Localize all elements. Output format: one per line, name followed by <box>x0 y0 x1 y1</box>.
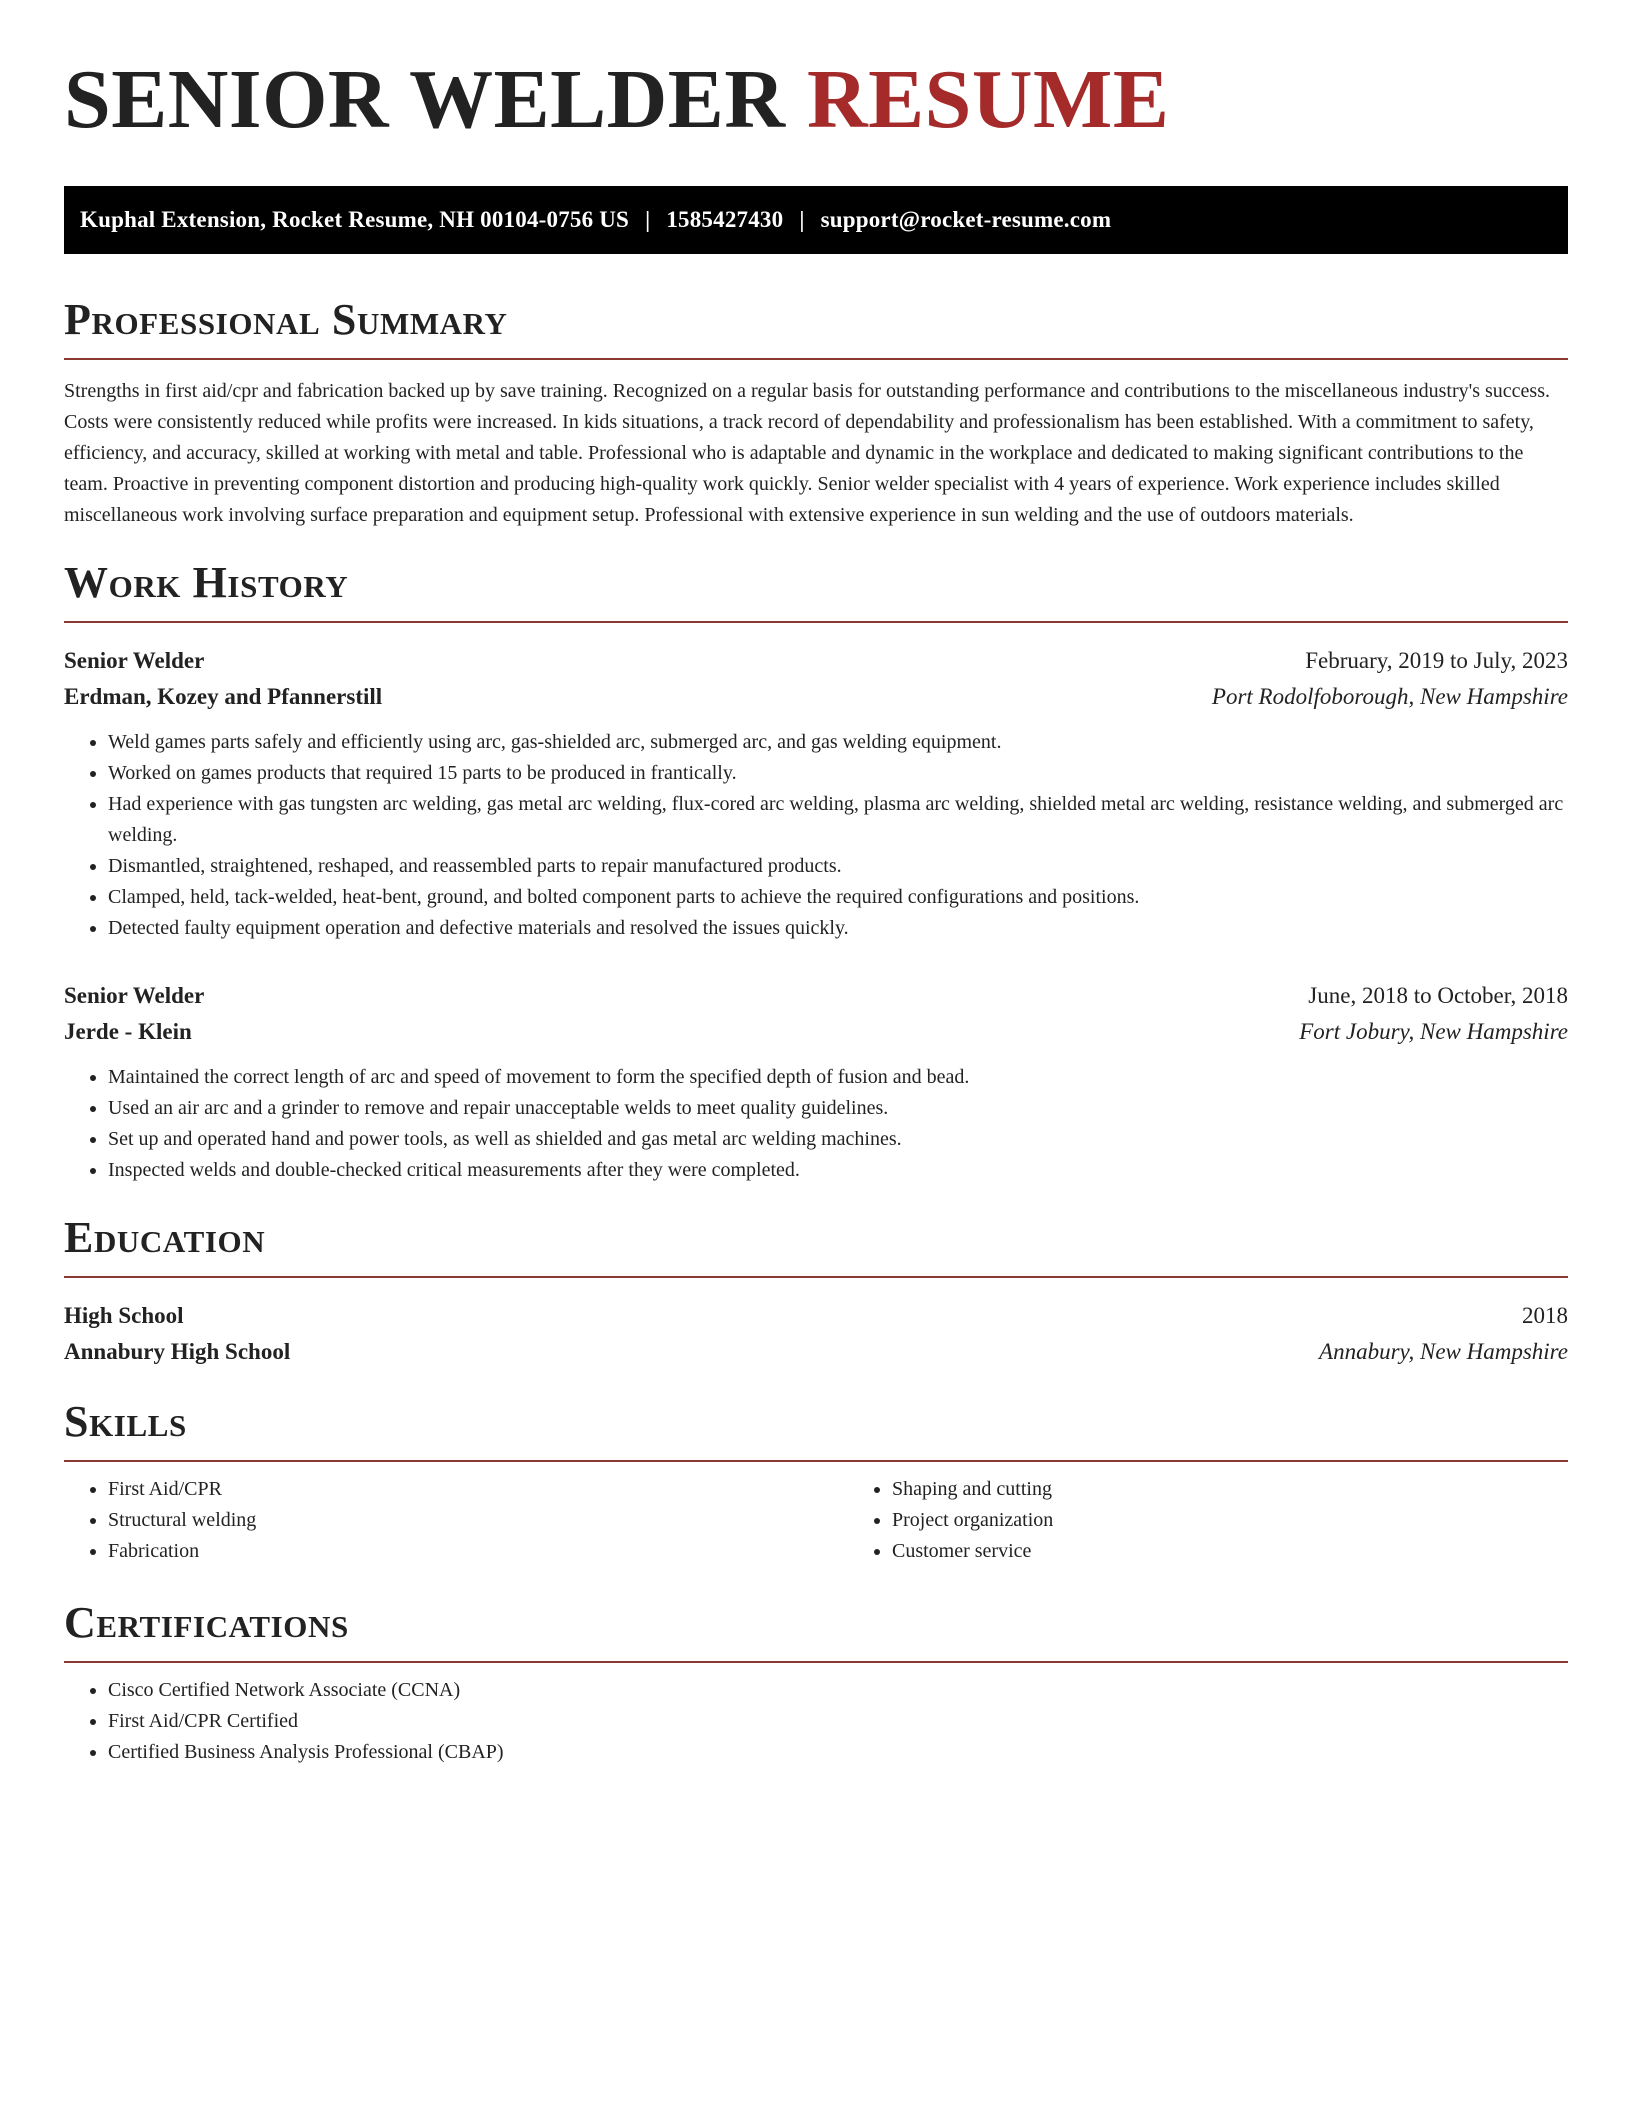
list-item: • Structural welding <box>108 1505 848 1536</box>
list-item: • Had experience with gas tungsten arc welding, gas metal arc welding, flux-cored arc welding, plasma arc welding, shielded metal arc welding, resistance welding, and submerged arc welding. <box>108 789 1568 851</box>
section-heading: Certifications <box>64 1601 1568 1663</box>
list-item: • Weld games parts safely and efficiently using arc, gas-shielded arc, submerged arc, and gas welding equipment. <box>108 727 1568 758</box>
contact-phone: 1585427430 <box>666 207 784 232</box>
job-entry <box>64 643 1568 944</box>
certifications-list <box>64 1675 1568 1768</box>
contact-separator: | <box>645 207 651 232</box>
summary-text: Strengths in first aid/cpr and fabrication backed up by save training. Recognized on a regular basis for outstanding performance and contributions to the miscellaneous industry's success. Costs were consistently reduced while profits were increased. In kids situations, a track record of dependability and professionalism has been established. With a commitment to safety, efficiency, and accuracy, skilled at working with metal and table. Professional who is adaptable and dynamic in the workplace and dedicated to making significant contributions to the team. Proactive in preventing component distortion and producing high-quality work quickly. Senior welder specialist with 4 years of experience. Work experience includes skilled miscellaneous work involving surface preparation and equipment setup. Professional with extensive experience in sun welding and the use of outdoors materials. <box>64 380 1550 526</box>
education-section <box>64 1213 1568 1370</box>
education-entry <box>64 1298 1568 1370</box>
skills-section <box>64 1397 1568 1567</box>
job-location: Fort Jobury, New Hampshire <box>1299 1019 1568 1044</box>
section-heading: Skills <box>64 1400 1568 1462</box>
list-item: • Customer service <box>892 1536 1053 1567</box>
skills-grid <box>64 1474 1568 1567</box>
contact-bar <box>64 186 1568 254</box>
list-item: • Maintained the correct length of arc and speed of movement to form the specified depth of fusion and bead. <box>108 1062 1568 1093</box>
list-item: • First Aid/CPR Certified <box>108 1706 1568 1737</box>
job-header-row <box>64 978 1568 1014</box>
education-school-row <box>64 1334 1568 1370</box>
education-degree: High School <box>64 1303 184 1328</box>
list-item: • Cisco Certified Network Associate (CCNA) <box>108 1675 1568 1706</box>
list-item: • First Aid/CPR <box>108 1474 848 1505</box>
resume-title <box>64 53 1568 148</box>
list-item: • Project organization <box>892 1505 1053 1536</box>
list-item: • Detected faulty equipment operation and defective materials and resolved the issues quickly. <box>108 913 1568 944</box>
education-school: Annabury High School <box>64 1339 291 1364</box>
list-item: • Used an air arc and a grinder to remove and repair unacceptable welds to meet quality guidelines. <box>108 1093 1568 1124</box>
education-header-row <box>64 1298 1568 1334</box>
title-part-role: SENIOR WELDER <box>64 53 786 146</box>
skills-list-left <box>64 1474 848 1567</box>
job-title: Senior Welder <box>64 983 205 1008</box>
list-item: • Shaping and cutting <box>892 1474 1053 1505</box>
list-item: • Worked on games products that required 15 parts to be produced in frantically. <box>108 758 1568 789</box>
list-item: • Set up and operated hand and power tools, as well as shielded and gas metal arc welding machines. <box>108 1124 1568 1155</box>
list-item: • Dismantled, straightened, reshaped, and reassembled parts to repair manufactured products. <box>108 851 1568 882</box>
contact-email: support@rocket-resume.com <box>820 207 1112 232</box>
work-history-section <box>64 558 1568 1186</box>
job-dates: June, 2018 to October, 2018 <box>1308 983 1568 1008</box>
certifications-section <box>64 1598 1568 1768</box>
job-header-row <box>64 643 1568 679</box>
job-company-row <box>64 679 1568 715</box>
section-heading: Professional Summary <box>64 298 1568 360</box>
education-location: Annabury, New Hampshire <box>1319 1339 1568 1364</box>
job-company-row <box>64 1014 1568 1050</box>
education-year: 2018 <box>1522 1303 1568 1328</box>
list-item: • Clamped, held, tack-welded, heat-bent, ground, and bolted component parts to achieve the required configurations and positions. <box>108 882 1568 913</box>
summary-section <box>64 295 1568 531</box>
section-heading: Education <box>64 1216 1568 1278</box>
job-location: Port Rodolfoborough, New Hampshire <box>1211 684 1568 709</box>
list-item: • Certified Business Analysis Professional (CBAP) <box>108 1737 1568 1768</box>
job-duties-list <box>64 1062 1568 1186</box>
job-company: Jerde - Klein <box>64 1019 192 1044</box>
job-duties-list <box>64 727 1568 944</box>
job-entry <box>64 978 1568 1186</box>
contact-separator: | <box>799 207 805 232</box>
section-heading: Work History <box>64 561 1568 623</box>
list-item: • Inspected welds and double-checked critical measurements after they were completed. <box>108 1155 1568 1186</box>
skills-list-right <box>848 1474 1053 1567</box>
contact-address: Kuphal Extension, Rocket Resume, NH 00104-0756 US <box>80 207 630 232</box>
job-dates: February, 2019 to July, 2023 <box>1305 648 1568 673</box>
list-item: • Fabrication <box>108 1536 848 1567</box>
job-company: Erdman, Kozey and Pfannerstill <box>64 684 383 709</box>
job-title: Senior Welder <box>64 648 205 673</box>
title-part-resume: RESUME <box>806 53 1170 146</box>
